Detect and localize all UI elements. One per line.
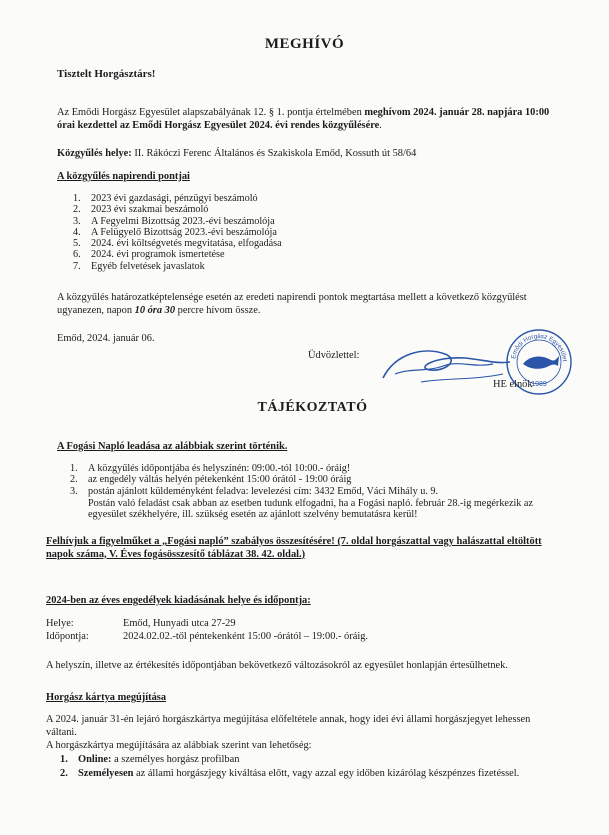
agenda-item-number: 3. bbox=[73, 215, 81, 227]
invitation-title: MEGHÍVÓ bbox=[264, 36, 345, 52]
agenda-item-number: 4. bbox=[73, 226, 81, 238]
intro-date-bold: meghívom 2024. január 28. napjára 10:00 bbox=[364, 107, 550, 118]
attention-paragraph bbox=[46, 536, 606, 561]
agenda-item-text: A Felügyelő Bizottság 2023.-évi beszámolója bbox=[91, 226, 277, 238]
diary-item-text: az engedély váltás helyén pétekenként 15:00 órától - 19:00 óráig bbox=[88, 474, 352, 486]
time-value: 2024.02.02.-től péntekenként 15:00 -órától – 19:00.- óráig. bbox=[123, 631, 368, 642]
agenda-item bbox=[73, 227, 282, 238]
card-option bbox=[60, 767, 519, 781]
agenda-item bbox=[73, 216, 282, 227]
diary-item-text: postán ajánlott küldeményként feladva: levelezési cím: 3432 Emőd, Váci Mihály u. 9. bbox=[88, 485, 439, 497]
card-option-label: Személyesen bbox=[78, 768, 134, 779]
agenda-item-text: 2024. évi költségvetés megvitatása, elfogadása bbox=[91, 238, 282, 250]
agenda-item bbox=[73, 261, 282, 272]
diary-item bbox=[70, 474, 438, 485]
time-label: Időpontja: bbox=[46, 631, 89, 642]
diary-item bbox=[70, 463, 438, 474]
card-option bbox=[60, 753, 519, 767]
fish-icon bbox=[523, 356, 559, 369]
card-line-1: A 2024. január 31-én lejáró horgászkártya megújítása előfeltétele annak, hogy idei évi állami horgászjegyet lehessen bbox=[46, 714, 531, 725]
card-line-3: A horgászkártya megújítására az alábbiak szerint van lehetőség: bbox=[46, 740, 312, 751]
intro-meeting-bold: órai kezdettel az Emődi Horgász Egyesület 2024. évi rendes közgyűlésére bbox=[57, 120, 380, 131]
venue-line bbox=[57, 147, 416, 160]
seal-name: Emődi Horgász Egyesület bbox=[510, 332, 569, 362]
agenda-item-number: 2. bbox=[73, 204, 81, 216]
card-options-list bbox=[60, 753, 519, 781]
postal-note bbox=[88, 498, 598, 521]
diary-item-number: 3. bbox=[70, 485, 78, 497]
agenda-item-number: 7. bbox=[73, 260, 81, 272]
agenda-item bbox=[73, 193, 282, 204]
diary-item-text: A közgyűlés időpontjába és helyszínén: 09:00.-tól 10:00.- óráig! bbox=[88, 463, 351, 474]
venue-value: II. Rákóczi Ferenc Általános és Szakiskola Emőd, Kossuth út 58/64 bbox=[131, 148, 417, 159]
greeting: Tisztelt Horgásztárs! bbox=[57, 68, 156, 80]
diary-list bbox=[70, 463, 438, 497]
agenda-item-text: 2023 évi szakmai beszámoló bbox=[91, 204, 209, 216]
agenda-list bbox=[73, 193, 282, 272]
diary-item-number: 2. bbox=[70, 474, 78, 486]
agenda-heading: A közgyűlés napirendi pontjai bbox=[57, 171, 190, 182]
attention-line-2: napok száma, V. Éves fogásösszesítő táblázat 38. 42. oldal.) bbox=[46, 548, 306, 560]
agenda-item bbox=[73, 238, 282, 249]
attention-line-1: Felhívjuk a figyelműket a „Fogási napló” szabályos összesítésére! (7. oldal horgászattal vagy halászattal eltöltött bbox=[46, 536, 542, 547]
agenda-item-number: 1. bbox=[73, 193, 81, 204]
card-option-number: 1. bbox=[60, 754, 68, 765]
place-value: Emőd, Hunyadi utca 27-29 bbox=[123, 618, 236, 629]
agenda-item-text: A Fegyelmi Bizottság 2023.-évi beszámolója bbox=[91, 215, 275, 227]
postal-note-1: Postán való feladást csak abban az esetben tudunk elfogadni, ha a Fogási napló. február 28.-ig megérkezik az bbox=[88, 498, 533, 509]
card-option-number: 2. bbox=[60, 768, 68, 779]
diary-item-number: 1. bbox=[70, 463, 78, 474]
agenda-item-number: 6. bbox=[73, 249, 81, 261]
quorum-line-1: A közgyűlés határozatképtelensége esetén az eredeti napirendi pontok megtartása mellett a következő közgyűlést bbox=[57, 292, 527, 303]
quorum-time: 10 óra 30 bbox=[134, 305, 176, 316]
card-option-text: a személyes horgász profilban bbox=[111, 754, 240, 765]
info-title: TÁJÉKOZTATÓ bbox=[257, 400, 368, 415]
agenda-item-text: Egyéb felvetések javaslatok bbox=[91, 260, 205, 272]
date-line: Emőd, 2024. január 06. bbox=[57, 333, 155, 344]
quorum-paragraph bbox=[57, 291, 587, 317]
card-option-label: Online: bbox=[78, 754, 112, 765]
changes-note: A helyszín, illetve az értékesítés időpontjában bekövetkező változásokról az egyesület honlapján értesülhetnek. bbox=[46, 660, 508, 671]
card-paragraph bbox=[46, 713, 606, 752]
venue-label: Közgyűlés helye: bbox=[57, 148, 132, 159]
agenda-item-text: 2024. évi programok ismertetése bbox=[91, 249, 225, 261]
card-option-text: az állami horgászjegy kiváltása előtt, vagy azzal egy időben kizárólag készpénzes fizetéssel. bbox=[133, 768, 520, 779]
card-heading: Horgász kártya megújítása bbox=[46, 692, 167, 703]
place-label: Helye: bbox=[46, 618, 74, 629]
quorum-line-2a: ugyanezen, napon bbox=[57, 305, 135, 316]
intro-end: . bbox=[379, 120, 382, 131]
agenda-item bbox=[73, 249, 282, 260]
intro-paragraph bbox=[57, 106, 577, 132]
card-line-2: váltani. bbox=[46, 727, 77, 738]
agenda-item-text: 2023 évi gazdasági, pénzügyi beszámoló bbox=[91, 193, 258, 204]
seal-year: 1989 bbox=[531, 381, 547, 388]
regards: Üdvözlettel: bbox=[308, 350, 360, 361]
quorum-line-2c: percre hívom össze. bbox=[175, 305, 261, 316]
agenda-item-number: 5. bbox=[73, 238, 81, 250]
agenda-item bbox=[73, 204, 282, 215]
diary-item bbox=[70, 486, 438, 497]
postal-note-2: egyesület székhelyére, ill. szükség esetén az ajánlott szelvény bemutatásra kerül! bbox=[88, 509, 418, 521]
permits-heading: 2024-ben az éves engedélyek kiadásának helye és időpontja: bbox=[46, 595, 311, 606]
intro-text: Az Emődi Horgász Egyesület alapszabályának 12. § 1. pontja értelmében bbox=[57, 107, 365, 118]
signer-title: HE elnök bbox=[493, 379, 533, 390]
diary-heading: A Fogási Napló leadása az alábbiak szerint történik. bbox=[57, 441, 288, 452]
